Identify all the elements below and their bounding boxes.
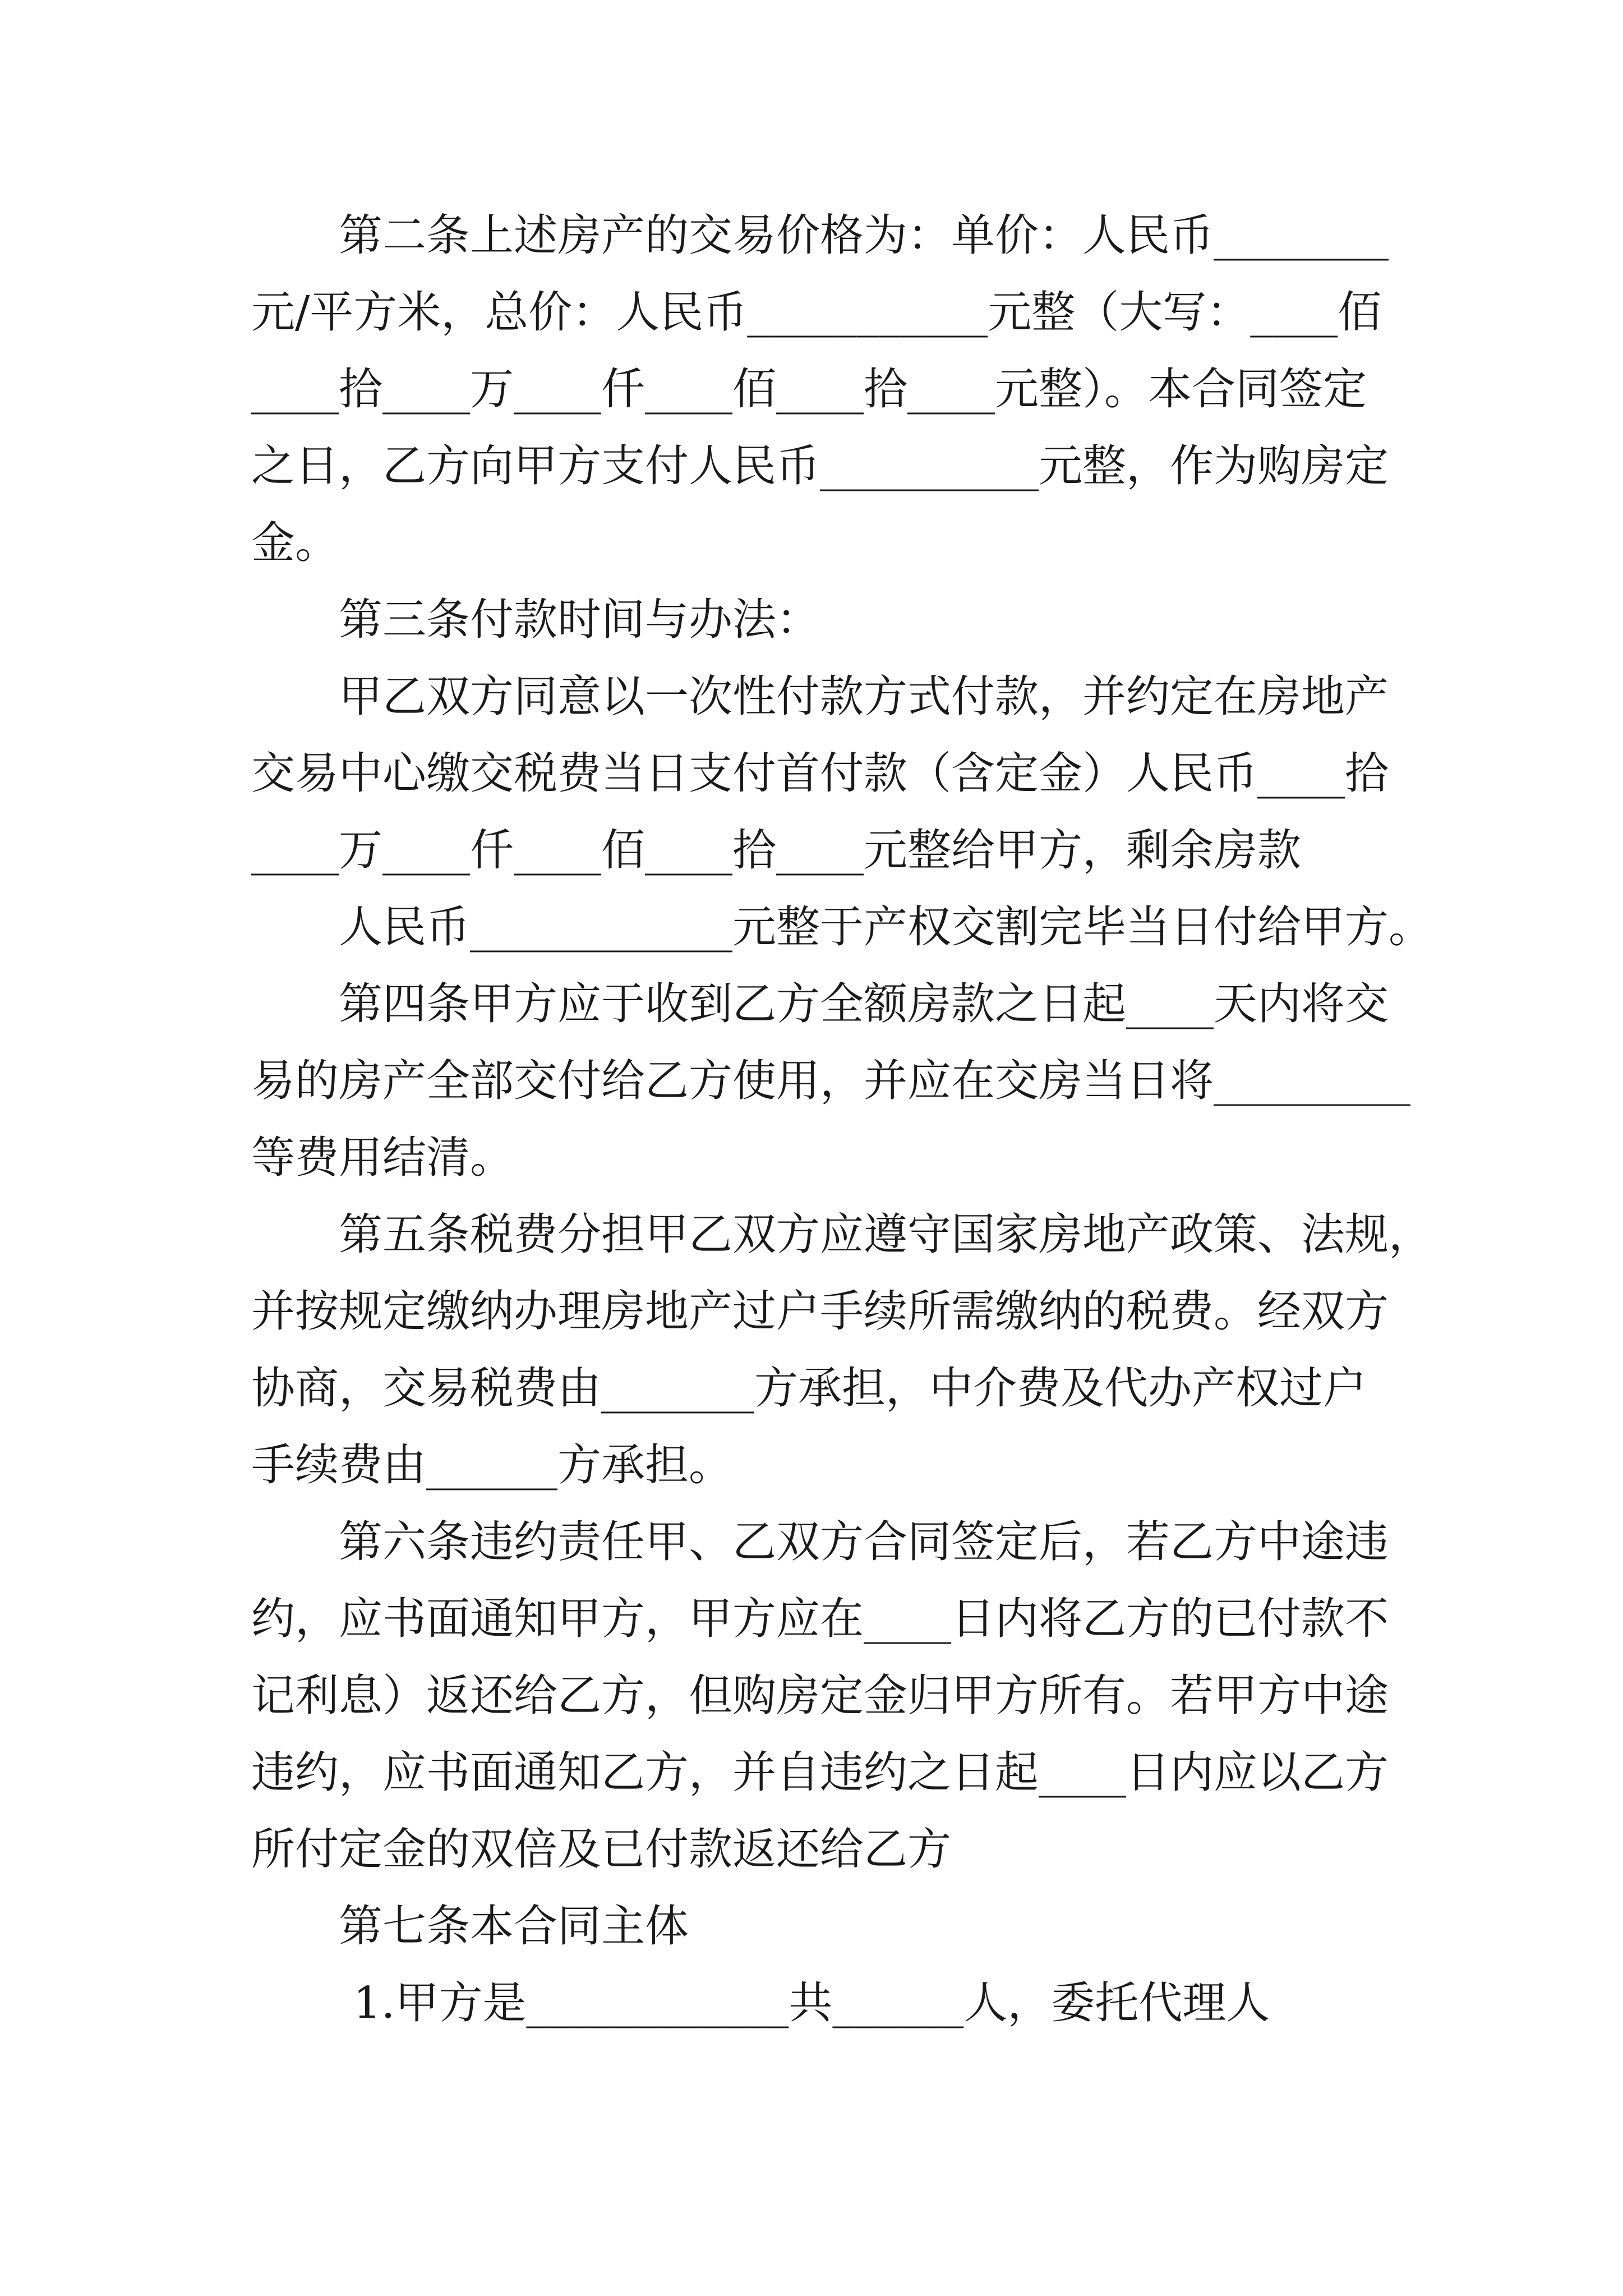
text-line: 第六条违约责任甲、乙双方合同签定后，若乙方中途违 bbox=[339, 1517, 1389, 1567]
text-line: 之日，乙方向甲方支付人民币__________元整，作为购房定 bbox=[251, 441, 1389, 491]
text-line: ____拾____万____仟____佰____拾____元整）。本合同签定 bbox=[251, 364, 1367, 415]
text-line: 人民币____________元整于产权交割完毕当日付给甲方。 bbox=[339, 902, 1433, 953]
text-line: 第四条甲方应于收到乙方全额房款之日起____天内将交 bbox=[339, 979, 1389, 1029]
text-line: ____万____仟____佰____拾____元整给甲方，剩余房款 bbox=[251, 825, 1302, 876]
text-line: 1.甲方是____________共______人，委托代理人 bbox=[353, 1978, 1270, 2028]
text-line: 违约，应书面通知乙方，并自违约之日起____日内应以乙方 bbox=[251, 1747, 1389, 1798]
text-line: 交易中心缴交税费当日支付首付款（含定金）人民币____拾 bbox=[251, 748, 1389, 799]
text-line: 易的房产全部交付给乙方使用，并应在交房当日将_________ bbox=[251, 1056, 1411, 1106]
text-line: 协商，交易税费由_______方承担，中介费及代办产权过户 bbox=[251, 1363, 1367, 1414]
text-line: 甲乙双方同意以一次性付款方式付款，并约定在房地产 bbox=[339, 671, 1389, 722]
text-line: 手续费由______方承担。 bbox=[251, 1440, 733, 1490]
section-heading: 第七条本合同主体 bbox=[339, 1901, 689, 1952]
text-line: 等费用结清。 bbox=[251, 1133, 514, 1183]
text-line: 元/平方米，总价：人民币___________元整（大写：____佰 bbox=[251, 287, 1382, 338]
section-heading: 第三条付款时间与办法： bbox=[339, 595, 820, 645]
text-line: 所付定金的双倍及已付款返还给乙方 bbox=[251, 1824, 952, 1875]
text-line: 金。 bbox=[251, 518, 339, 568]
text-line: 第二条上述房产的交易价格为：单价：人民币________ bbox=[339, 210, 1389, 261]
text-line: 约，应书面通知甲方，甲方应在____日内将乙方的已付款不 bbox=[251, 1594, 1389, 1644]
text-line: 记利息）返还给乙方，但购房定金归甲方所有。若甲方中途 bbox=[251, 1671, 1389, 1721]
text-line: 并按规定缴纳办理房地产过户手续所需缴纳的税费。经双方 bbox=[251, 1286, 1389, 1337]
text-line: 第五条税费分担甲乙双方应遵守国家房地产政策、法规， bbox=[339, 1209, 1433, 1260]
